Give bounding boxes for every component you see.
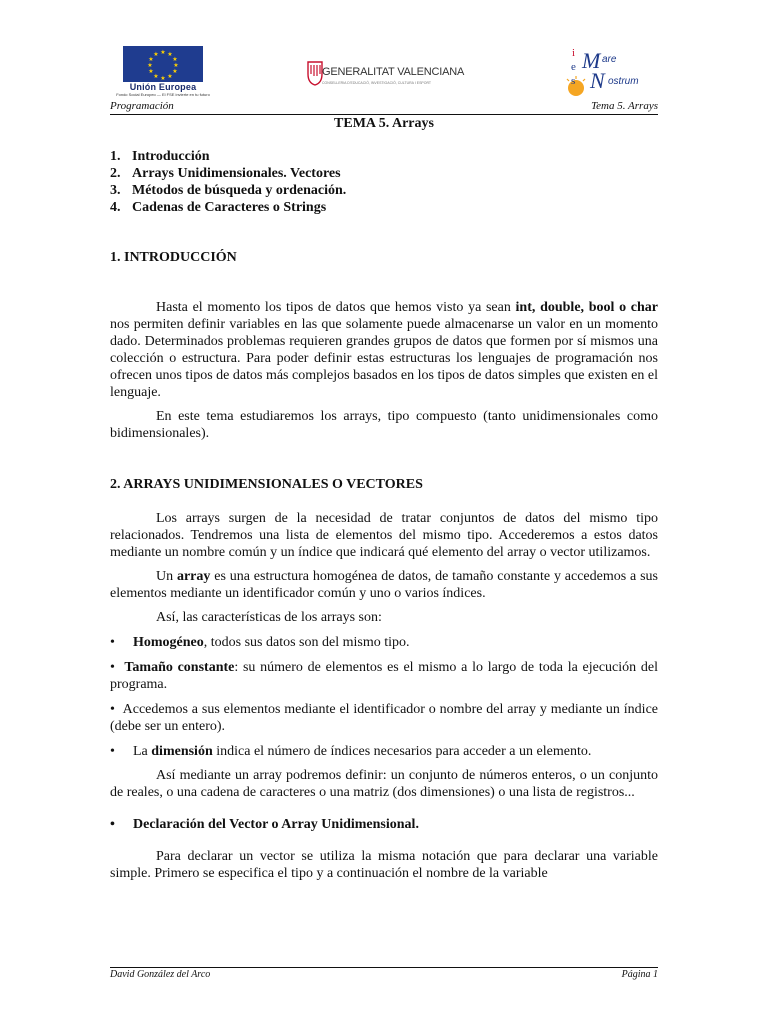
svg-text:M: M bbox=[582, 48, 601, 73]
paragraph: En este tema estudiaremos los arrays, tipo compuesto (tanto unidimensionales como bidimensionales). bbox=[110, 409, 658, 441]
bold-text: int, double, bool o char bbox=[515, 300, 658, 315]
text-run: Un bbox=[156, 569, 177, 584]
running-header-left: Programación bbox=[110, 100, 174, 112]
list-item bbox=[110, 659, 658, 693]
svg-text:★: ★ bbox=[153, 73, 159, 80]
toc-label: Métodos de búsqueda y ordenación. bbox=[132, 183, 347, 198]
paragraph: Así, las características de los arrays son: bbox=[156, 610, 382, 625]
ies-mare-nostrum-logo bbox=[566, 44, 662, 98]
list-item bbox=[110, 701, 658, 735]
footer-author: David González del Arco bbox=[110, 969, 211, 980]
bullet-icon: • bbox=[110, 817, 115, 832]
list-item-text bbox=[133, 634, 658, 651]
bullet-icon: • bbox=[110, 635, 115, 650]
document-body bbox=[110, 148, 658, 882]
bullet-icon: • bbox=[110, 744, 115, 759]
svg-text:★: ★ bbox=[160, 49, 166, 56]
toc-label: Introducción bbox=[132, 149, 210, 164]
toc-item bbox=[110, 165, 658, 182]
svg-text:★: ★ bbox=[153, 51, 159, 58]
toc-number: 1. bbox=[110, 149, 121, 164]
toc-label: Cadenas de Caracteres o Strings bbox=[132, 200, 327, 215]
text-run: La bbox=[133, 744, 152, 759]
eu-name: Unión Europea bbox=[129, 82, 197, 92]
bullet-icon: • bbox=[110, 702, 115, 717]
footer-rule bbox=[110, 967, 658, 968]
svg-text:ostrum: ostrum bbox=[608, 76, 639, 87]
bold-text: Homogéneo bbox=[133, 635, 204, 650]
eu-subtitle: Fondo Social Europeo — El FSE invierte en tu futuro bbox=[116, 92, 210, 97]
toc-label: Arrays Unidimensionales. Vectores bbox=[132, 166, 341, 181]
svg-text:★: ★ bbox=[172, 68, 178, 75]
toc-number: 4. bbox=[110, 200, 121, 215]
text-run: nos permiten definir variables en las que solamente puede almacenarse un valor en un momento dado. Determinados problemas requieren grandes grupos de datos que formen por sí mismos una colección o estructura. Para poder definir estas estructuras los lenguajes de programación nos ofrecen unos tipos de datos más complejos basados en los tipos de datos simples que existen en el lenguaje. bbox=[110, 317, 658, 400]
svg-text:★: ★ bbox=[148, 56, 154, 63]
header-rule bbox=[110, 114, 658, 115]
text-run: Accedemos a sus elementos mediante el identificador o nombre del array y mediante un índice (debe ser un entero). bbox=[110, 702, 659, 734]
generalitat-name: GENERALITAT VALENCIANA bbox=[322, 66, 465, 78]
paragraph bbox=[110, 299, 658, 401]
paragraph bbox=[110, 568, 658, 602]
list-item bbox=[110, 634, 658, 651]
svg-text:★: ★ bbox=[167, 51, 173, 58]
bullet-icon: • bbox=[110, 660, 115, 675]
section-heading-arrays: 2. ARRAYS UNIDIMENSIONALES O VECTORES bbox=[110, 477, 423, 492]
svg-text:★: ★ bbox=[172, 56, 178, 63]
svg-text:N: N bbox=[590, 68, 605, 93]
running-header-right: Tema 5. Arrays bbox=[591, 100, 658, 112]
section-heading-introduccion: 1. INTRODUCCIÓN bbox=[110, 250, 237, 265]
bold-text: Tamaño constante bbox=[124, 660, 235, 675]
toc-number: 2. bbox=[110, 166, 121, 181]
svg-text:★: ★ bbox=[173, 62, 179, 69]
svg-text:e: e bbox=[571, 61, 576, 73]
text-run: indica el número de índices necesarios para acceder a un elemento. bbox=[212, 744, 592, 759]
toc-item bbox=[110, 199, 658, 216]
paragraph: Los arrays surgen de la necesidad de tratar conjuntos de datos del mismo tipo relacionados. Tendremos una lista de elementos del mismo tipo. Accederemos a estos datos mediante un nombre común y un índice que indicará qué elemento del array o vector utilizamos. bbox=[110, 511, 658, 560]
svg-text:are: are bbox=[602, 54, 617, 65]
svg-text:★: ★ bbox=[147, 62, 153, 69]
text-run: : su número de elementos es el mismo a lo largo de toda la ejecución del programa. bbox=[110, 660, 658, 692]
text-run: es una estructura homogénea de datos, de tamaño constante y accedemos a sus elementos mediante un identificador común y uno o varios índices. bbox=[110, 569, 658, 601]
paragraph: Para declarar un vector se utiliza la misma notación que para declarar una variable simple. Primero se especifica el tipo y a continuación el nombre de la variable bbox=[110, 849, 658, 881]
svg-text:★: ★ bbox=[167, 73, 173, 80]
toc-item bbox=[110, 148, 658, 165]
bold-text: array bbox=[176, 569, 211, 584]
page-title: TEMA 5. Arrays bbox=[334, 116, 434, 131]
svg-text:i: i bbox=[572, 47, 576, 59]
eu-flag-logo bbox=[123, 46, 203, 82]
toc-item bbox=[110, 182, 658, 199]
svg-text:s: s bbox=[571, 75, 576, 87]
svg-text:★: ★ bbox=[160, 75, 166, 82]
text-run: , todos sus datos son del mismo tipo. bbox=[203, 635, 410, 650]
svg-text:★: ★ bbox=[148, 68, 154, 75]
paragraph: Así mediante un array podremos definir: un conjunto de números enteros, o un conjunto de reales, o una cadena de caracteres o una matriz (dos dimensiones) o una lista de registros... bbox=[110, 768, 658, 800]
toc-number: 3. bbox=[110, 183, 121, 198]
bold-text: dimensión bbox=[151, 744, 213, 759]
footer-page-number: Página 1 bbox=[621, 969, 658, 980]
text-run: Hasta el momento los tipos de datos que hemos visto ya sean bbox=[156, 300, 516, 315]
generalitat-subtitle: CONSELLERIA D'EDUCACIÓ, INVESTIGACIÓ, CULTURA I ESPORT bbox=[322, 81, 432, 85]
table-of-contents bbox=[110, 148, 658, 216]
list-item bbox=[110, 743, 658, 760]
subsection-heading-declaracion bbox=[110, 816, 658, 833]
subsection-heading-text: Declaración del Vector o Array Unidimensional. bbox=[133, 817, 419, 832]
